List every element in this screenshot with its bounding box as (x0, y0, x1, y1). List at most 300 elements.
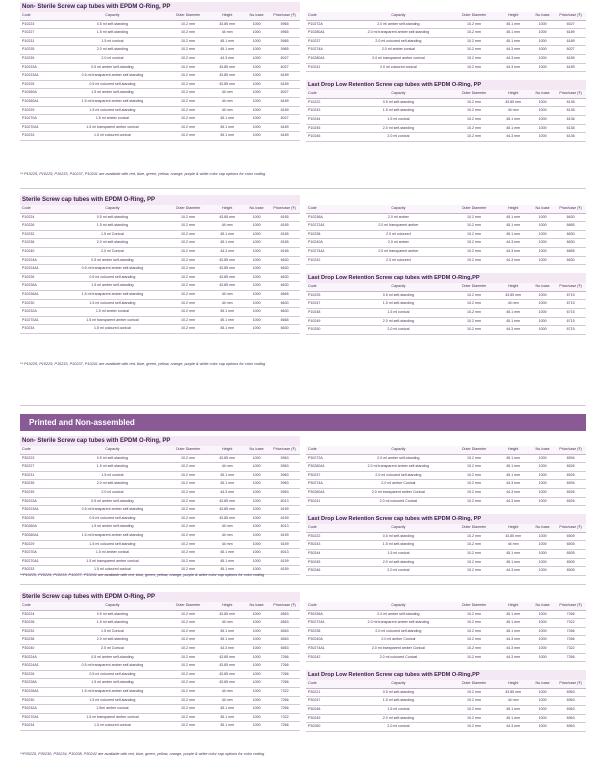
product-code: P30223 (20, 454, 59, 463)
units-per-case: 1000 (530, 124, 555, 133)
table-row (306, 256, 586, 265)
units-per-case: 1000 (244, 653, 269, 662)
color-options-note: **P10225, P10229, P10233, P10237, P10241 are available with red, blue, green, yellow, orange, purple & white color cap options for color coding (20, 573, 265, 577)
outer-diameter: 10.2 mm (166, 653, 211, 662)
height: 43.85 mm (210, 506, 244, 515)
table-row (306, 644, 586, 653)
column-header: Outer Diameter (452, 524, 497, 532)
height: 44.3 mm (496, 326, 530, 335)
outer-diameter: 10.2 mm (452, 610, 497, 619)
price-per-case: 6963 (555, 688, 586, 697)
capacity: 2.0 ml coloured conical (345, 63, 451, 72)
units-per-case: 1000 (244, 239, 269, 248)
table-row (306, 610, 586, 619)
outer-diameter: 10.2 mm (166, 644, 211, 653)
height: 43.85 mm (210, 610, 244, 619)
product-code: P10272A (306, 20, 345, 29)
product-code: P10272A1 (306, 222, 345, 231)
capacity: 1.5 ml conical (345, 549, 451, 558)
outer-diameter: 10.2 mm (452, 471, 497, 480)
product-code: P30224A (20, 653, 59, 662)
price-per-case: 6165 (269, 239, 300, 248)
units-per-case: 1000 (530, 480, 555, 489)
capacity: 1.5 ml transparent amber self-standing (59, 290, 165, 299)
capacity: 1.5 ml coloured conical (59, 132, 165, 141)
outer-diameter: 10.2 mm (166, 115, 211, 124)
capacity: 1.5 ml transparent amber conical (59, 123, 165, 132)
column-header: Price/case (₹) (269, 12, 300, 20)
column-header: Price/case (₹) (555, 446, 586, 454)
capacity: 0.5 ml self-standing (59, 454, 165, 463)
column-header: Outer Diameter (452, 205, 497, 213)
price-per-case: 6963 (555, 723, 586, 732)
product-code: P10240 (20, 247, 59, 256)
outer-diameter: 10.2 mm (166, 290, 211, 299)
table-row (20, 97, 300, 106)
subsection-title: Last Drop Low Retention Screw cap tubes with EPDM O-Ring,PP (306, 273, 586, 283)
price-per-case: 7266 (555, 627, 586, 636)
outer-diameter: 10.2 mm (166, 480, 211, 489)
outer-diameter: 10.2 mm (452, 247, 497, 256)
height: 45.1 mm (496, 627, 530, 636)
price-per-case: 6563 (269, 627, 300, 636)
units-per-case: 1000 (244, 265, 269, 274)
product-code: P10224A (20, 256, 59, 265)
units-per-case: 1000 (530, 29, 555, 38)
table-row (20, 471, 300, 480)
product-code: P10232 (20, 230, 59, 239)
printed-non-assembled-banner: Printed and Non-assembled (20, 414, 586, 431)
price-per-case: 5965 (269, 37, 300, 46)
height: 44.3 mm (496, 239, 530, 248)
units-per-case: 1000 (530, 463, 555, 472)
product-code: P30280A1 (306, 488, 345, 497)
column-header: Capacity (345, 283, 451, 291)
product-code: P30236A (306, 610, 345, 619)
product-code: P30222 (306, 532, 345, 541)
units-per-case: 1000 (530, 714, 555, 723)
height: 45.1 mm (210, 471, 244, 480)
column-header: Outer Diameter (166, 12, 211, 20)
capacity: 1.5 ml coloured conical (59, 722, 165, 731)
capacity: 1.5 ml self-standing (59, 463, 165, 472)
height: 45.1 mm (210, 325, 244, 334)
product-code: P10270A1 (20, 316, 59, 325)
height: 44 mm (210, 106, 244, 115)
height: 43.85 mm (210, 679, 244, 688)
units-per-case: 1000 (244, 531, 269, 540)
units-per-case: 1000 (530, 558, 555, 567)
price-per-case: 6159 (269, 566, 300, 575)
price-per-case: 6630 (555, 239, 586, 248)
product-code: P30235 (20, 480, 59, 489)
price-per-case: 6159 (269, 540, 300, 549)
table-row (20, 463, 300, 472)
outer-diameter: 10.2 mm (166, 46, 211, 55)
outer-diameter: 10.2 mm (166, 80, 211, 89)
height: 44.3 mm (496, 636, 530, 645)
table-row (306, 115, 586, 124)
product-code: P10274A (306, 46, 345, 55)
outer-diameter: 10.2 mm (452, 688, 497, 697)
right-column (306, 436, 586, 576)
outer-diameter: 10.2 mm (452, 480, 497, 489)
outer-diameter: 10.2 mm (166, 282, 211, 291)
table-header-row (20, 12, 300, 20)
height: 44.3 mm (496, 497, 530, 506)
column-header: Price/case (₹) (555, 283, 586, 291)
price-per-case: 6665 (269, 316, 300, 325)
table-header-row (306, 205, 586, 213)
capacity: 2.0 ml amber self-standing (345, 610, 451, 619)
height: 45.1 mm (210, 705, 244, 714)
height: 45.1 mm (496, 705, 530, 714)
table-row (20, 282, 300, 291)
price-per-case: 5965 (269, 46, 300, 55)
table-row (306, 222, 586, 231)
product-code: P10237 (306, 37, 345, 46)
product-code: P30242 (306, 653, 345, 662)
price-per-case: 7322 (269, 713, 300, 722)
height: 44.3 mm (496, 644, 530, 653)
product-code: P30280A1 (306, 463, 345, 472)
capacity: 1.5 ml self-standing (345, 697, 451, 706)
price-per-case: 6665 (555, 247, 586, 256)
price-per-case: 6963 (555, 714, 586, 723)
color-options-note: ** P10225, P10229, P10233, P10237, P10241 are available with red, blue, green, yellow, orange, purple & white color cap options for color coding (20, 172, 266, 176)
table-row (20, 722, 300, 731)
capacity: 0.5 ml transparent amber self-standing (59, 662, 165, 671)
column-header: Code (306, 524, 345, 532)
height: 43.85 mm (210, 80, 244, 89)
capacity: 0.5 ml amber self-standing (59, 256, 165, 265)
height: 45.1 mm (210, 316, 244, 325)
capacity: 1.5 ml coloured conical (59, 325, 165, 334)
units-per-case: 1000 (530, 644, 555, 653)
table-row (306, 541, 586, 550)
price-per-case: 6159 (269, 531, 300, 540)
table-row (306, 636, 586, 645)
units-per-case: 1000 (530, 308, 555, 317)
table-gap (306, 72, 586, 80)
outer-diameter: 10.2 mm (166, 610, 211, 619)
units-per-case: 1000 (530, 107, 555, 116)
height: 43.85 mm (496, 532, 530, 541)
units-per-case: 1000 (530, 653, 555, 662)
capacity: 1.5 ml self-standing (345, 107, 451, 116)
capacity: 0.5 ml coloured self-standing (59, 514, 165, 523)
product-code: P10250 (306, 326, 345, 335)
units-per-case: 1000 (530, 20, 555, 29)
height: 45.1 mm (496, 463, 530, 472)
height: 44 mm (210, 222, 244, 231)
height: 44.3 mm (496, 723, 530, 732)
units-per-case: 1000 (530, 230, 555, 239)
product-code: P30247 (306, 697, 345, 706)
units-per-case: 1000 (530, 317, 555, 326)
product-code: P30225 (20, 514, 59, 523)
units-per-case: 1000 (530, 222, 555, 231)
table-row (306, 567, 586, 576)
table-gap (306, 265, 586, 273)
height: 45.1 mm (496, 454, 530, 463)
capacity: 2.0 ml self-standing (345, 124, 451, 133)
column-header: No./case (244, 602, 269, 610)
units-per-case: 1000 (530, 300, 555, 309)
units-per-case: 1000 (244, 247, 269, 256)
product-code: P30241 (306, 497, 345, 506)
section-title: Sterile Screw cap tubes with EPDM O-Ring, PP (20, 195, 300, 205)
product-code: P30239 (20, 488, 59, 497)
product-code: P10224 (20, 213, 59, 222)
capacity: 0.5 ml self-standing (345, 688, 451, 697)
column-header: Capacity (345, 524, 451, 532)
table-row (20, 488, 300, 497)
units-per-case: 1000 (530, 326, 555, 335)
table-row (20, 670, 300, 679)
product-table (20, 446, 300, 575)
outer-diameter: 10.2 mm (452, 124, 497, 133)
outer-diameter: 10.2 mm (452, 317, 497, 326)
table-row (306, 247, 586, 256)
outer-diameter: 10.2 mm (452, 308, 497, 317)
capacity: 1.5 ml amber conical (59, 308, 165, 317)
outer-diameter: 10.2 mm (452, 705, 497, 714)
outer-diameter: 10.2 mm (166, 713, 211, 722)
column-header: Capacity (59, 446, 165, 454)
height: 45.1 mm (496, 610, 530, 619)
section-divider (20, 584, 586, 585)
table-row (20, 63, 300, 72)
table-row (20, 265, 300, 274)
price-per-case: 6563 (269, 619, 300, 628)
product-code: P10226A1 (20, 290, 59, 299)
capacity: 0.5 ml transparent amber self-standing (59, 72, 165, 81)
table-row (306, 714, 586, 723)
table-row (306, 705, 586, 714)
outer-diameter: 10.2 mm (166, 488, 211, 497)
height: 44 mm (210, 89, 244, 98)
units-per-case: 1000 (244, 123, 269, 132)
outer-diameter: 10.2 mm (452, 549, 497, 558)
height: 45.1 mm (496, 317, 530, 326)
outer-diameter: 10.2 mm (166, 97, 211, 106)
product-code: P30229 (20, 540, 59, 549)
height: 43.85 mm (496, 98, 530, 107)
height: 45.1 mm (496, 230, 530, 239)
price-per-case: 6630 (269, 325, 300, 334)
units-per-case: 1000 (244, 316, 269, 325)
price-per-case: 7266 (269, 705, 300, 714)
table-header-row (306, 283, 586, 291)
height: 44 mm (496, 697, 530, 706)
units-per-case: 1000 (244, 299, 269, 308)
outer-diameter: 10.2 mm (166, 239, 211, 248)
outer-diameter: 10.2 mm (166, 72, 211, 81)
product-code: P30221 (306, 688, 345, 697)
table-gap (306, 662, 586, 670)
table-row (20, 256, 300, 265)
table-row (306, 308, 586, 317)
height: 44 mm (210, 540, 244, 549)
height: 44.3 mm (496, 247, 530, 256)
height: 43.85 mm (210, 63, 244, 72)
units-per-case: 1000 (244, 20, 269, 29)
price-per-case: 6594 (555, 454, 586, 463)
price-per-case: 6563 (269, 636, 300, 645)
outer-diameter: 10.2 mm (452, 20, 497, 29)
capacity: 0.5 ml coloured self-standing (59, 80, 165, 89)
units-per-case: 1000 (530, 497, 555, 506)
capacity: 0.5 ml self-standing (59, 20, 165, 29)
height: 44 mm (496, 107, 530, 116)
capacity: 1.5 ml self-standing (59, 222, 165, 231)
table-row (20, 72, 300, 81)
units-per-case: 1000 (530, 454, 555, 463)
outer-diameter: 10.2 mm (166, 514, 211, 523)
height: 43.85 mm (496, 688, 530, 697)
table-row (20, 132, 300, 141)
price-per-case: 6189 (269, 72, 300, 81)
table-row (20, 316, 300, 325)
price-per-case: 6189 (269, 80, 300, 89)
outer-diameter: 10.2 mm (166, 531, 211, 540)
units-per-case: 1000 (244, 679, 269, 688)
height: 45.1 mm (210, 480, 244, 489)
height: 45.1 mm (496, 20, 530, 29)
column-header: Price/case (₹) (269, 205, 300, 213)
table-row (20, 557, 300, 566)
left-column (20, 436, 300, 575)
capacity: 1.5 ml coloured self-standing (59, 696, 165, 705)
column-header: Price/case (₹) (555, 90, 586, 98)
price-per-case: 6136 (555, 115, 586, 124)
product-code: P10229 (20, 106, 59, 115)
product-code: P30234 (20, 722, 59, 731)
price-per-case: 6715 (555, 308, 586, 317)
price-per-case: 6189 (555, 37, 586, 46)
product-code: P10238 (306, 230, 345, 239)
outer-diameter: 10.2 mm (166, 273, 211, 282)
outer-diameter: 10.2 mm (452, 644, 497, 653)
height: 44.3 mm (496, 480, 530, 489)
price-per-case: 6505 (555, 541, 586, 550)
outer-diameter: 10.2 mm (166, 230, 211, 239)
capacity: 2.0 ml transparent amber self-standing (345, 29, 451, 38)
table-row (306, 532, 586, 541)
height: 45.1 mm (210, 557, 244, 566)
table-row (306, 480, 586, 489)
product-code: P10244 (306, 115, 345, 124)
price-per-case: 6505 (555, 558, 586, 567)
price-per-case: 6526 (555, 471, 586, 480)
capacity: 1.5 ml conical (345, 705, 451, 714)
product-code: P30260A (20, 523, 59, 532)
outer-diameter: 10.2 mm (166, 89, 211, 98)
outer-diameter: 10.2 mm (166, 687, 211, 696)
units-per-case: 1000 (530, 115, 555, 124)
column-header: Code (306, 205, 345, 213)
price-per-case: 6136 (555, 107, 586, 116)
product-code: P30270A1 (20, 713, 59, 722)
product-table (20, 602, 300, 731)
outer-diameter: 10.2 mm (166, 54, 211, 63)
header-spacer (306, 592, 586, 602)
outer-diameter: 10.2 mm (166, 662, 211, 671)
price-per-case: 6136 (555, 98, 586, 107)
product-code: P10270A (20, 115, 59, 124)
column-header: Code (306, 283, 345, 291)
product-code: P10224A1 (20, 265, 59, 274)
product-code: P10236 (20, 239, 59, 248)
table-row (20, 123, 300, 132)
height: 44 mm (496, 300, 530, 309)
table-row (20, 610, 300, 619)
price-per-case: 6159 (269, 506, 300, 515)
units-per-case: 1000 (530, 37, 555, 46)
column-header: Code (306, 446, 345, 454)
product-code: P30270A1 (20, 557, 59, 566)
price-per-case: 7266 (269, 653, 300, 662)
outer-diameter: 10.2 mm (452, 326, 497, 335)
price-per-case: 5963 (269, 463, 300, 472)
price-per-case: 6189 (269, 123, 300, 132)
price-per-case: 6630 (269, 282, 300, 291)
subsection-title: Last Drop Low Retention Screw cap tubes with EPDM O-Ring, PP (306, 514, 586, 524)
table-row (20, 497, 300, 506)
price-per-case: 6563 (269, 644, 300, 653)
outer-diameter: 10.2 mm (452, 454, 497, 463)
height: 45.1 mm (210, 627, 244, 636)
height: 45.1 mm (496, 549, 530, 558)
capacity: 2.0 ml self-standing (59, 239, 165, 248)
column-header: Capacity (59, 12, 165, 20)
column-header: Capacity (59, 602, 165, 610)
outer-diameter: 10.2 mm (166, 705, 211, 714)
outer-diameter: 10.2 mm (452, 636, 497, 645)
column-header: Outer Diameter (452, 602, 497, 610)
right-column (306, 2, 586, 142)
price-per-case: 6563 (269, 610, 300, 619)
product-code: P30270A (20, 549, 59, 558)
outer-diameter: 10.2 mm (452, 558, 497, 567)
height: 44.3 mm (210, 247, 244, 256)
units-per-case: 1000 (244, 222, 269, 231)
capacity: 2.0 ml Conical (59, 247, 165, 256)
table-header-row (306, 524, 586, 532)
product-code: P30230 (20, 696, 59, 705)
outer-diameter: 10.2 mm (452, 54, 497, 63)
product-code: P30248 (306, 705, 345, 714)
units-per-case: 1000 (530, 697, 555, 706)
price-per-case: 7266 (555, 610, 586, 619)
capacity: 1.5 ml coloured self-standing (59, 299, 165, 308)
price-per-case: 6526 (555, 463, 586, 472)
product-code: P30260A1 (20, 531, 59, 540)
height: 45.1 mm (496, 471, 530, 480)
column-header: Height (496, 12, 530, 20)
outer-diameter: 10.2 mm (452, 230, 497, 239)
column-header: Height (496, 205, 530, 213)
capacity: 2.0 ml Conical (59, 644, 165, 653)
price-per-case: 5965 (269, 20, 300, 29)
height: 44.3 mm (496, 488, 530, 497)
table-row (306, 124, 586, 133)
product-code: P30250 (306, 723, 345, 732)
column-header: Code (306, 680, 345, 688)
table-row (306, 239, 586, 248)
product-table (306, 283, 586, 335)
